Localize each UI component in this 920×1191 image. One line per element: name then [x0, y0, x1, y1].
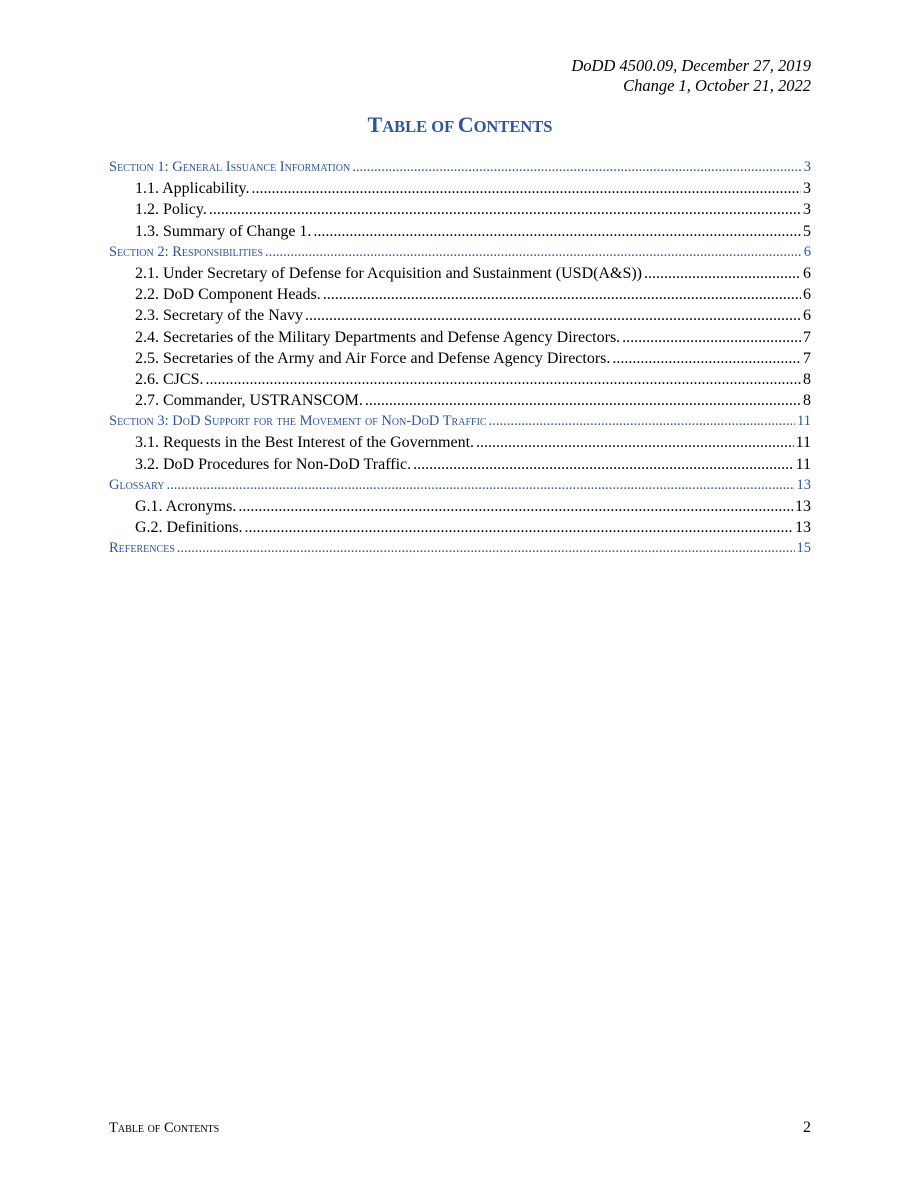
- toc-entry-page-number: 11: [795, 455, 811, 473]
- toc-entry-page-number: 8: [803, 392, 811, 410]
- footer-section-label: Table of Contents: [109, 1120, 220, 1136]
- toc-entry-label: 2.3. Secretary of the Navy: [135, 307, 303, 325]
- toc-dot-leader: [365, 390, 801, 411]
- title-initial-t: T: [367, 112, 383, 137]
- toc-entry-label: 1.2. Policy.: [135, 201, 207, 219]
- toc-entry-page-number: 6: [803, 286, 811, 304]
- header-directive-date: DoDD 4500.09, December 27, 2019: [571, 56, 811, 75]
- toc-subsection-entry[interactable]: [109, 369, 811, 390]
- toc-dot-leader: [265, 242, 802, 263]
- toc-section-entry[interactable]: [109, 157, 811, 178]
- toc-entry-page-number: 6: [803, 307, 811, 325]
- toc-dot-leader: [205, 369, 801, 390]
- toc-entry-label: 2.4. Secretaries of the Military Departments and Defense Agency Directors.: [135, 328, 621, 346]
- toc-entry-label: Section 3: DoD Support for the Movement of Non-DoD Traffic: [109, 413, 487, 430]
- toc-subsection-entry[interactable]: [109, 432, 811, 453]
- toc-subsection-entry[interactable]: [109, 390, 811, 411]
- toc-dot-leader: [238, 496, 793, 517]
- header-change-date: Change 1, October 21, 2022: [623, 76, 811, 95]
- table-of-contents: [109, 157, 811, 560]
- toc-entry-label: Section 1: General Issuance Information: [109, 159, 351, 175]
- toc-entry-page-number: 3: [803, 201, 811, 219]
- toc-dot-leader: [476, 432, 794, 453]
- toc-subsection-entry[interactable]: [109, 284, 811, 305]
- footer-page-number: 2: [803, 1119, 811, 1136]
- toc-entry-page-number: 13: [796, 476, 811, 493]
- title-able-of: ABLE OF: [382, 117, 458, 136]
- toc-subsection-entry[interactable]: [109, 263, 811, 284]
- toc-entry-label: Glossary: [109, 476, 165, 493]
- toc-subsection-entry[interactable]: [109, 221, 811, 242]
- toc-subsection-entry[interactable]: [109, 327, 811, 348]
- toc-subsection-entry[interactable]: [109, 199, 811, 220]
- toc-dot-leader: [305, 305, 801, 326]
- toc-entry-page-number: 5: [803, 222, 811, 240]
- toc-subsection-entry[interactable]: [109, 305, 811, 326]
- toc-entry-page-number: 8: [803, 370, 811, 388]
- toc-entry-page-number: 15: [796, 540, 811, 557]
- toc-entry-page-number: 3: [803, 159, 811, 175]
- toc-dot-leader: [209, 199, 801, 220]
- toc-entry-label: 3.2. DoD Procedures for Non-DoD Traffic.: [135, 455, 412, 473]
- toc-subsection-entry[interactable]: [109, 348, 811, 369]
- toc-dot-leader: [167, 475, 795, 496]
- toc-entry-page-number: 6: [803, 264, 811, 282]
- toc-entry-page-number: 6: [803, 243, 811, 260]
- toc-entry-page-number: 3: [803, 180, 811, 198]
- running-header: [571, 56, 811, 96]
- toc-entry-label: G.1. Acronyms.: [135, 498, 237, 515]
- toc-subsection-entry[interactable]: [109, 454, 811, 475]
- toc-entry-label: G.2. Definitions.: [135, 519, 243, 537]
- toc-entry-label: 2.7. Commander, USTRANSCOM.: [135, 392, 363, 410]
- toc-entry-label: 2.6. CJCS.: [135, 370, 204, 388]
- toc-dot-leader: [413, 454, 793, 475]
- toc-dot-leader: [313, 221, 801, 242]
- title-ontents: ONTENTS: [473, 117, 553, 136]
- toc-section-entry[interactable]: [109, 242, 811, 263]
- toc-entry-page-number: 11: [795, 434, 811, 452]
- toc-section-entry[interactable]: [109, 475, 811, 496]
- toc-section-entry[interactable]: [109, 538, 811, 559]
- toc-section-entry[interactable]: [109, 411, 811, 432]
- toc-entry-label: References: [109, 540, 175, 557]
- toc-dot-leader: [323, 284, 801, 305]
- toc-dot-leader: [252, 178, 801, 199]
- toc-entry-label: 2.1. Under Secretary of Defense for Acquisition and Sustainment (USD(A&S)): [135, 264, 642, 282]
- title-initial-c: C: [457, 112, 474, 137]
- toc-dot-leader: [245, 517, 793, 538]
- toc-subsection-entry[interactable]: [109, 496, 811, 517]
- toc-entry-page-number: 13: [795, 498, 811, 515]
- toc-entry-page-number: 13: [795, 519, 811, 537]
- toc-entry-label: 2.5. Secretaries of the Army and Air Force and Defense Agency Directors.: [135, 349, 611, 367]
- toc-entry-label: 2.2. DoD Component Heads.: [135, 286, 321, 304]
- page-title: [0, 112, 920, 140]
- toc-entry-label: Section 2: Responsibilities: [109, 243, 264, 260]
- toc-subsection-entry[interactable]: [109, 178, 811, 199]
- toc-entry-label: 3.1. Requests in the Best Interest of the Government.: [135, 434, 475, 452]
- toc-entry-label: 1.3. Summary of Change 1.: [135, 222, 312, 240]
- toc-dot-leader: [352, 157, 802, 178]
- toc-dot-leader: [644, 263, 801, 284]
- toc-dot-leader: [622, 327, 801, 348]
- toc-dot-leader: [489, 411, 795, 432]
- toc-entry-page-number: 7: [803, 328, 811, 346]
- toc-dot-leader: [177, 538, 795, 559]
- toc-subsection-entry[interactable]: [109, 517, 811, 538]
- toc-dot-leader: [612, 348, 801, 369]
- toc-entry-page-number: 11: [797, 413, 811, 430]
- toc-entry-page-number: 7: [803, 349, 811, 367]
- toc-entry-label: 1.1. Applicability.: [135, 180, 250, 198]
